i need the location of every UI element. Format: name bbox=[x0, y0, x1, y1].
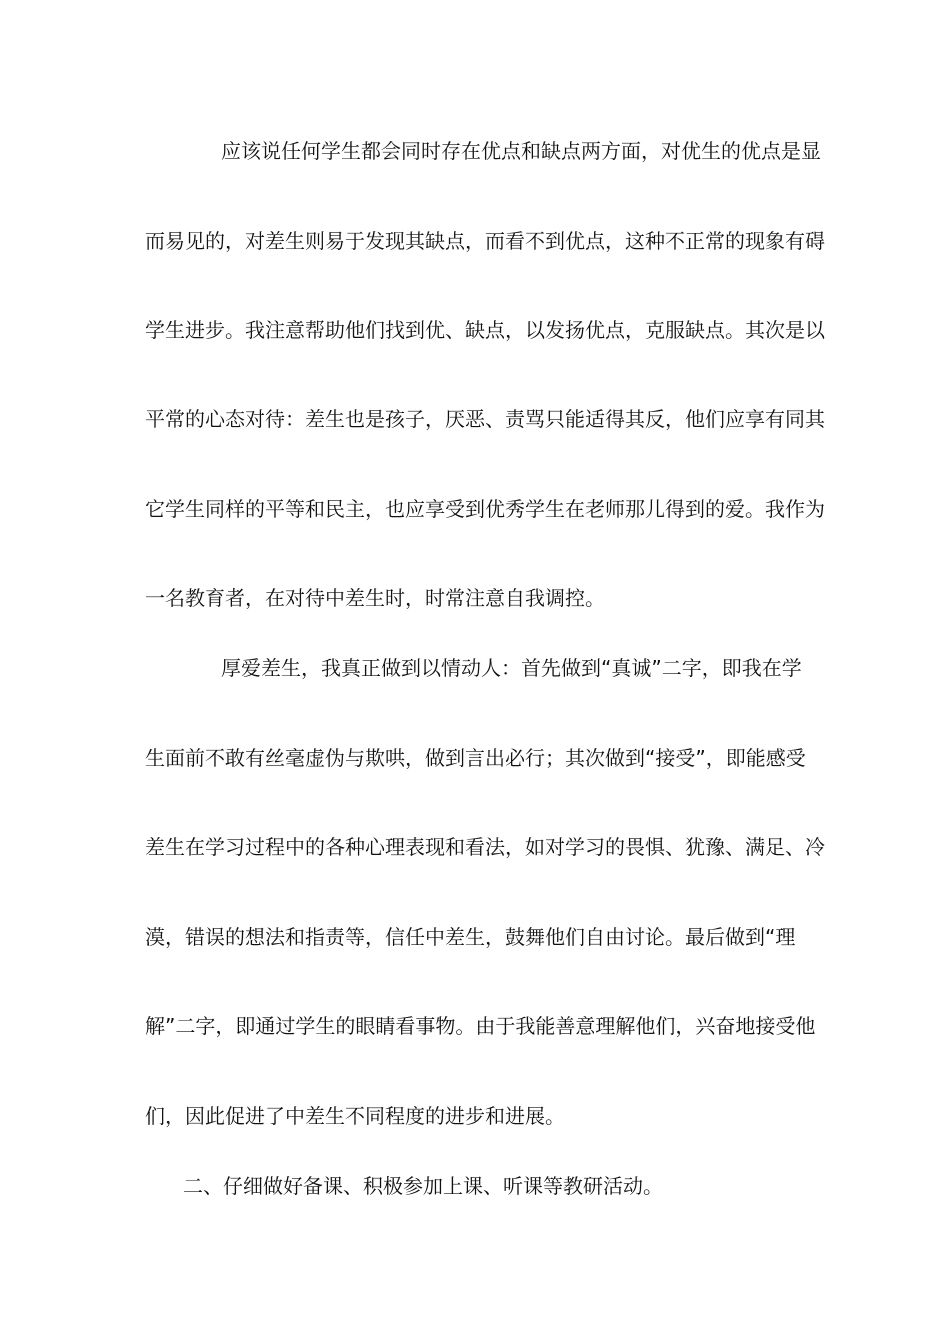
paragraph-line: 应该说任何学生都会同时存在优点和缺点两方面，对优生的优点是显 bbox=[221, 139, 821, 163]
paragraph-line: 学生进步。我注意帮助他们找到优、缺点，以发扬优点，克服缺点。其次是以 bbox=[145, 318, 825, 342]
paragraph-line: 它学生同样的平等和民主，也应享受到优秀学生在老师那儿得到的爱。我作为 bbox=[145, 497, 825, 521]
paragraph-line: 差生在学习过程中的各种心理表现和看法，如对学习的畏惧、犹豫、满足、冷 bbox=[145, 835, 825, 859]
paragraph-line: 生面前不敢有丝毫虚伪与欺哄，做到言出必行；其次做到“接受”，即能感受 bbox=[145, 746, 806, 770]
paragraph-line: 们，因此促进了中差生不同程度的进步和进展。 bbox=[145, 1104, 565, 1128]
paragraph-line: 平常的心态对待：差生也是孩子，厌恶、责骂只能适得其反，他们应享有同其 bbox=[145, 407, 825, 431]
paragraph-line: 漠，错误的想法和指责等，信任中差生，鼓舞他们自由讨论。最后做到“理 bbox=[145, 925, 796, 949]
paragraph-line: 厚爱差生，我真正做到以情动人：首先做到“真诚”二字，即我在学 bbox=[221, 656, 802, 680]
paragraph-line: 而易见的，对差生则易于发现其缺点，而看不到优点，这种不正常的现象有碍 bbox=[145, 229, 825, 253]
section-heading: 二、仔细做好备课、积极参加上课、听课等教研活动。 bbox=[183, 1174, 663, 1198]
paragraph-line: 一名教育者，在对待中差生时，时常注意自我调控。 bbox=[145, 586, 605, 610]
paragraph-line: 解”二字，即通过学生的眼睛看事物。由于我能善意理解他们，兴奋地接受他 bbox=[145, 1014, 816, 1038]
